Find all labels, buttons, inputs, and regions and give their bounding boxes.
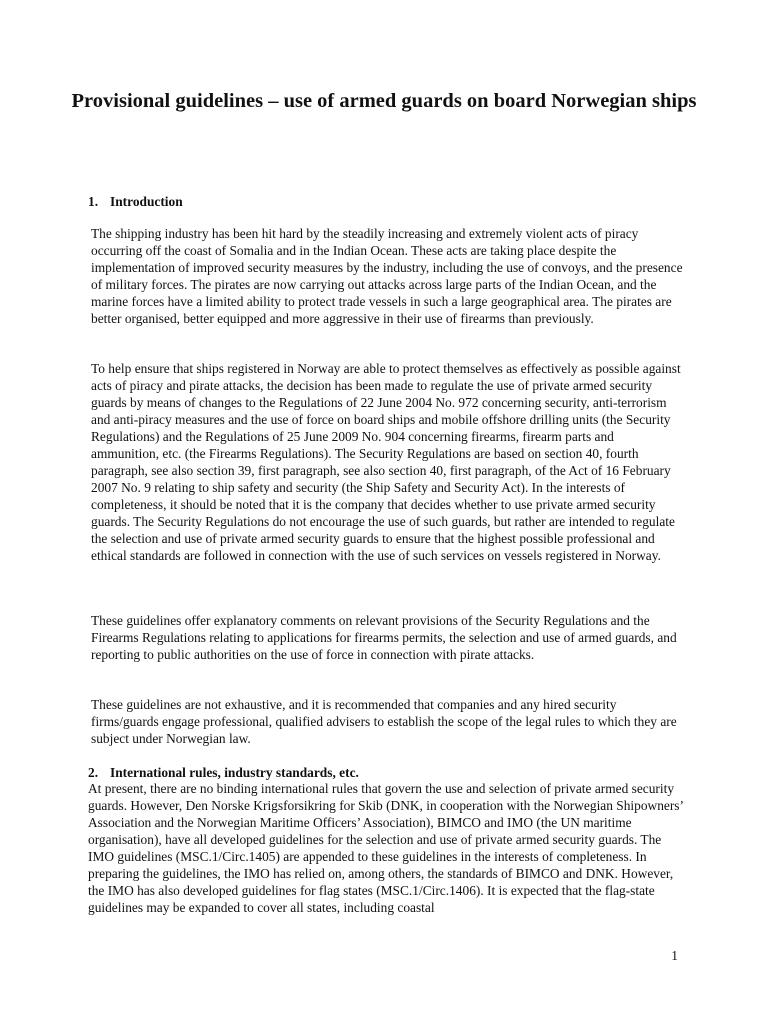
document-title: Provisional guidelines – use of armed guards on board Norwegian ships bbox=[71, 90, 697, 112]
section-title: Introduction bbox=[110, 194, 183, 209]
paragraph: At present, there are no binding international rules that govern the use and selection of private armed security guards. However, Den Norske Krigsforsikring for Skib (DNK, in cooperation with the Norwegian Shipowners’ Association and the Norwegian Maritime Officers’ Association), BIMCO and IMO (the UN maritime organisation), have all developed guidelines for the selection and use of private armed security guards. The IMO guidelines (MSC.1/Circ.1405) are appended to these guidelines in the interests of completeness. In preparing the guidelines, the IMO has relied on, among others, the standards of BIMCO and DNK. However, the IMO has also developed guidelines for flag states (MSC.1/Circ.1406). It is expected that the flag-state guidelines may be expanded to cover all states, including coastal bbox=[88, 781, 683, 915]
paragraph: To help ensure that ships registered in Norway are able to protect themselves as effectively as possible against acts of piracy and pirate attacks, the decision has been made to regulate the use of private armed security guards by means of changes to the Regulations of 22 June 2004 No. 972 concerning security, anti-terrorism and anti-piracy measures and the use of force on board ships and mobile offshore drilling units (the Security Regulations) and the Regulations of 25 June 2009 No. 904 concerning firearms, firearm parts and ammunition, etc. (the Firearms Regulations). The Security Regulations are based on section 40, fourth paragraph, see also section 39, first paragraph, see also section 40, first paragraph, of the Act of 16 February 2007 No. 9 relating to ship safety and security (the Ship Safety and Security Act). In the interests of completeness, it should be noted that it is the company that decides whether to use private armed security guards. The Security Regulations do not encourage the use of such guards, but rather are intended to regulate the selection and use of private armed security guards to ensure that the highest possible professional and ethical standards are followed in connection with the use of such services on vessels registered in Norway. bbox=[91, 361, 681, 563]
section-heading-introduction bbox=[88, 193, 183, 210]
page-number: 1 bbox=[671, 948, 678, 963]
section-heading-international-rules bbox=[88, 764, 359, 781]
section-number: 2. bbox=[88, 765, 99, 780]
paragraph: The shipping industry has been hit hard by the steadily increasing and extremely violent acts of piracy occurring off the coast of Somalia and in the Indian Ocean. These acts are taking place despite the implementation of improved security measures by the industry, including the use of convoys, and the presence of military forces. The pirates are now carrying out attacks across large parts of the Indian Ocean, and the marine forces have a limited ability to protect trade vessels in such a large geographical area. The pirates are better organised, better equipped and more aggressive in their use of firearms than previously. bbox=[91, 226, 683, 326]
paragraph: These guidelines offer explanatory comments on relevant provisions of the Security Regulations and the Firearms Regulations relating to applications for firearms permits, the selection and use of armed guards, and reporting to public authorities on the use of force in connection with pirate attacks. bbox=[91, 613, 677, 662]
section-number: 1. bbox=[88, 194, 99, 209]
section-title: International rules, industry standards, etc. bbox=[110, 765, 359, 780]
paragraph: These guidelines are not exhaustive, and it is recommended that companies and any hired security firms/guards engage professional, qualified advisers to establish the scope of the legal rules to which they are subject under Norwegian law. bbox=[91, 697, 677, 746]
